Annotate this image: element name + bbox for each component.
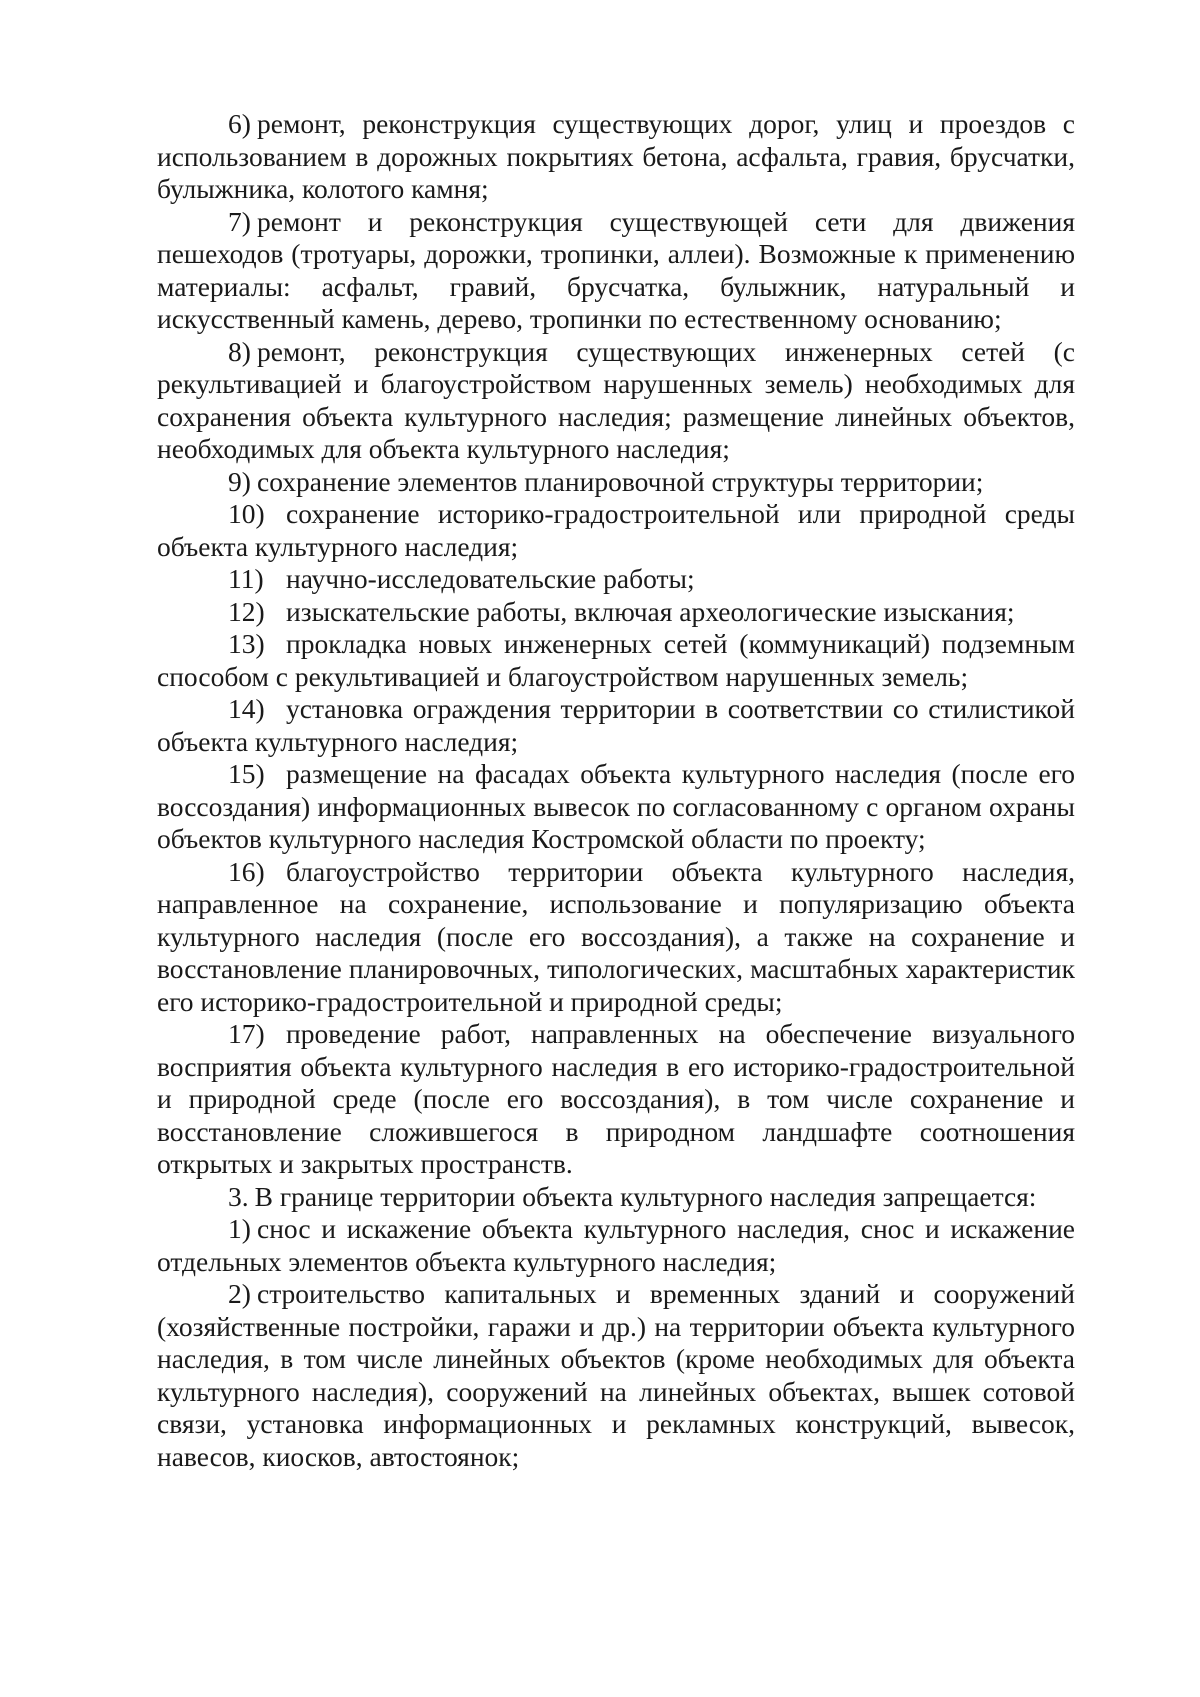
item-number: 12): [228, 595, 265, 627]
paragraph-item-11: [157, 563, 1075, 596]
item-number: 17): [228, 1018, 265, 1049]
item-number: 11): [228, 563, 264, 594]
item-number: 1): [228, 1213, 251, 1244]
item-text: ремонт, реконструкция существующих дорог, улиц и проездов с использованием в дорожных покрытиях бетона, асфальта, гравия, брусчатки, булыжника, колотого камня;: [157, 108, 1075, 204]
item-number: 7): [228, 205, 251, 237]
item-number: 15): [228, 758, 265, 789]
item-text: размещение на фасадах объекта культурного наследия (после его воссоздания) информационных вывесок по согласованному с органом охраны объектов культурного наследия Костромской области по проекту;: [157, 758, 1075, 854]
item-number: 2): [228, 1278, 251, 1309]
paragraph-item-7: [157, 206, 1075, 336]
item-text: ремонт, реконструкция существующих инженерных сетей (с рекультивацией и благоустройством нарушенных земель) необходимых для сохранения объекта культурного наследия; размещение линейных объектов, необходимых для объекта культурного наследия;: [157, 335, 1075, 464]
item-text: благоустройство территории объекта культурного наследия, направленное на сохранение, использование и популяризацию объекта культурного наследия (после его воссоздания), а также на сохранение и восстановление планировочных, типологических, масштабных характеристик его историко-градостроительной и природной среды;: [157, 855, 1075, 1017]
document-page: [157, 108, 1075, 1473]
paragraph-item-9: [157, 466, 1075, 499]
paragraph-item-13: [157, 628, 1075, 693]
item-text: сохранение историко-градостроительной или природной среды объекта культурного наследия;: [157, 498, 1075, 562]
paragraph-item-15: [157, 758, 1075, 856]
paragraph-item-17: [157, 1018, 1075, 1181]
paragraph-item-14: [157, 693, 1075, 758]
item-text: сохранение элементов планировочной структуры территории;: [257, 465, 984, 497]
item-text: ремонт и реконструкция существующей сети для движения пешеходов (тротуары, дорожки, тропинки, аллеи). Возможные к применению материалы: асфальт, гравий, брусчатка, булыжник, натуральный и искусственный камень, дерево, тропинки по естественному основанию;: [157, 205, 1075, 334]
item-number: 13): [228, 628, 265, 659]
item-number: 9): [228, 465, 251, 497]
item-text: установка ограждения территории в соответствии со стилистикой объекта культурного наследия;: [157, 693, 1075, 757]
section-text: В границе территории объекта культурного наследия запрещается:: [254, 1180, 1037, 1212]
paragraph-item-6: [157, 108, 1075, 206]
paragraph-item-8: [157, 336, 1075, 466]
item-text: прокладка новых инженерных сетей (коммуникаций) подземным способом с рекультивацией и благоустройством нарушенных земель;: [157, 628, 1075, 692]
item-number: 6): [228, 108, 251, 139]
item-number: 10): [228, 498, 265, 529]
item-number: 14): [228, 693, 265, 724]
paragraph-section-3: [157, 1181, 1075, 1214]
section-number: 3.: [228, 1180, 249, 1212]
paragraph-item-2: [157, 1278, 1075, 1473]
paragraph-item-10: [157, 498, 1075, 563]
paragraph-item-12: [157, 596, 1075, 629]
item-text: научно-исследовательские работы;: [286, 563, 695, 594]
item-number: 8): [228, 335, 251, 367]
item-text: проведение работ, направленных на обеспечение визуального восприятия объекта культурного наследия в его историко-градостроительной и природной среде (после его воссоздания), в том числе сохранение и восстановление сложившегося в природном ландшафте соотношения открытых и закрытых пространств.: [157, 1018, 1075, 1179]
paragraph-item-16: [157, 856, 1075, 1019]
item-text: снос и искажение объекта культурного наследия, снос и искажение отдельных элементов объекта культурного наследия;: [157, 1213, 1075, 1277]
item-text: строительство капитальных и временных зданий и сооружений (хозяйственные постройки, гаражи и др.) на территории объекта культурного наследия, в том числе линейных объектов (кроме необходимых для объекта культурного наследия), сооружений на линейных объектах, вышек сотовой связи, установка информационных и рекламных конструкций, вывесок, навесов, киосков, автостоянок;: [157, 1278, 1075, 1472]
item-number: 16): [228, 855, 265, 887]
item-text: изыскательские работы, включая археологические изыскания;: [286, 595, 1015, 627]
paragraph-item-1: [157, 1213, 1075, 1278]
